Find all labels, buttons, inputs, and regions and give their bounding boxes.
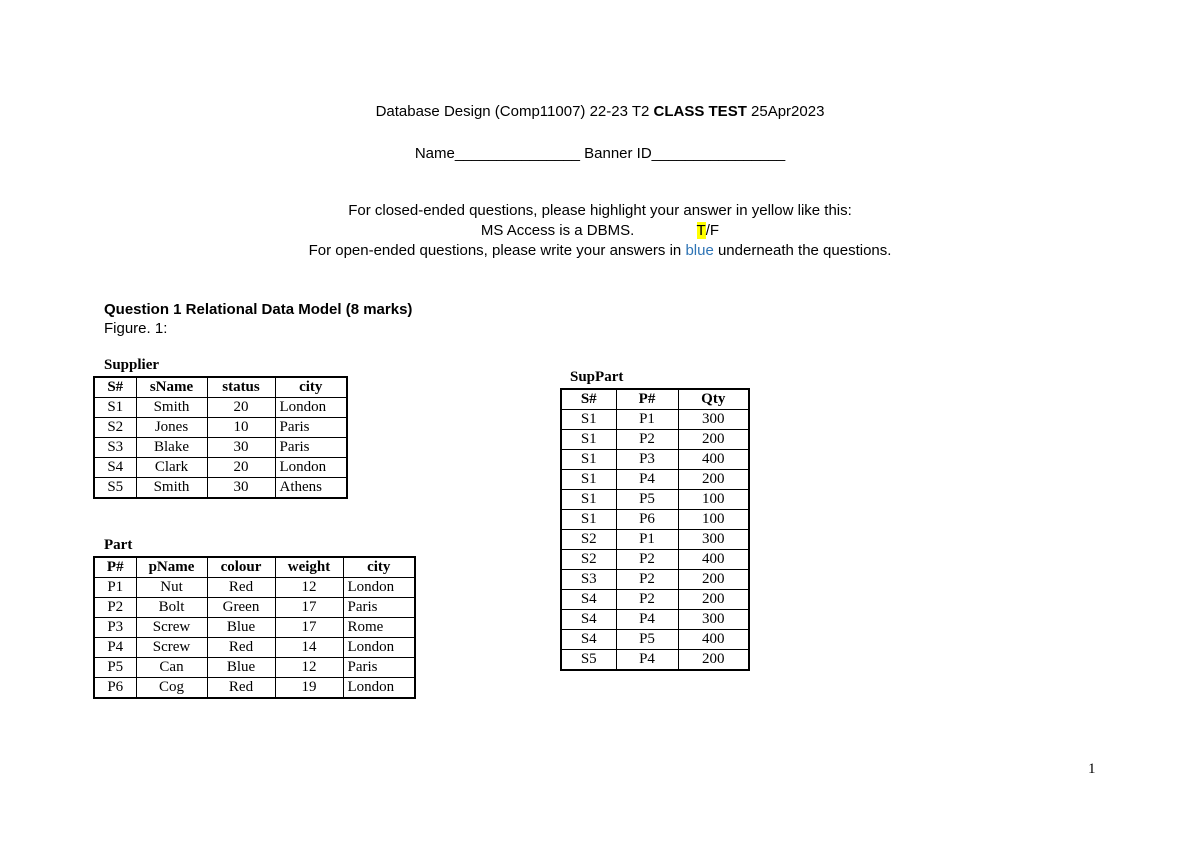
- column-header: sName: [136, 377, 207, 398]
- table-cell: P5: [616, 490, 678, 510]
- table-row: [561, 510, 749, 530]
- instruction-open: For open-ended questions, please write your answers in blue underneath the questions.: [308, 242, 892, 259]
- table-cell: London: [343, 638, 415, 658]
- table-cell: Can: [136, 658, 207, 678]
- table-cell: S3: [561, 570, 616, 590]
- suppart-table: [560, 388, 750, 671]
- table-cell: Paris: [275, 418, 347, 438]
- table-row: [561, 470, 749, 490]
- table-cell: 200: [678, 590, 749, 610]
- table-cell: Cog: [136, 678, 207, 699]
- page-number: 1: [1088, 761, 1096, 777]
- table-row: [561, 590, 749, 610]
- column-header: P#: [94, 557, 136, 578]
- table-cell: S2: [561, 550, 616, 570]
- table-cell: London: [275, 458, 347, 478]
- table-cell: Blue: [207, 658, 275, 678]
- table-cell: 400: [678, 450, 749, 470]
- table-cell: S1: [561, 470, 616, 490]
- part-table: [93, 556, 416, 699]
- table-row: [94, 398, 347, 418]
- table-cell: Athens: [275, 478, 347, 499]
- supplier-table: [93, 376, 348, 499]
- table-cell: Smith: [136, 398, 207, 418]
- table-cell: P4: [616, 470, 678, 490]
- question-title: Question 1 Relational Data Model (8 marks): [104, 301, 413, 318]
- table-row: [94, 638, 415, 658]
- table-cell: Paris: [343, 658, 415, 678]
- column-header: Qty: [678, 389, 749, 410]
- table-row: [561, 430, 749, 450]
- table-cell: P4: [94, 638, 136, 658]
- table-cell: 300: [678, 610, 749, 630]
- table-cell: 300: [678, 530, 749, 550]
- column-header: colour: [207, 557, 275, 578]
- table-row: [94, 438, 347, 458]
- table-cell: 200: [678, 430, 749, 450]
- table-row: [94, 678, 415, 699]
- column-header: S#: [561, 389, 616, 410]
- table-cell: P5: [94, 658, 136, 678]
- table-cell: 100: [678, 490, 749, 510]
- table-row: [561, 450, 749, 470]
- table-cell: Jones: [136, 418, 207, 438]
- column-header: city: [275, 377, 347, 398]
- table-cell: P2: [616, 550, 678, 570]
- table-row: [561, 630, 749, 650]
- table-cell: 200: [678, 650, 749, 671]
- table-cell: P1: [616, 410, 678, 430]
- table-row: [94, 418, 347, 438]
- table-cell: London: [343, 678, 415, 699]
- table-cell: P2: [616, 570, 678, 590]
- table-row: [561, 490, 749, 510]
- table-cell: 14: [275, 638, 343, 658]
- table-cell: Red: [207, 678, 275, 699]
- table-row: [94, 618, 415, 638]
- table-cell: 30: [207, 438, 275, 458]
- table-cell: Clark: [136, 458, 207, 478]
- table-cell: 100: [678, 510, 749, 530]
- column-header: city: [343, 557, 415, 578]
- table-row: [561, 610, 749, 630]
- table-row: [94, 598, 415, 618]
- table-cell: Rome: [343, 618, 415, 638]
- table-cell: S1: [94, 398, 136, 418]
- table-cell: Blue: [207, 618, 275, 638]
- table-cell: 20: [207, 458, 275, 478]
- table-cell: P4: [616, 650, 678, 671]
- table-cell: S5: [561, 650, 616, 671]
- instruction-closed: For closed-ended questions, please highlight your answer in yellow like this:: [348, 202, 852, 219]
- table-cell: London: [343, 578, 415, 598]
- table-cell: Paris: [343, 598, 415, 618]
- table-cell: P6: [94, 678, 136, 699]
- table-cell: Nut: [136, 578, 207, 598]
- column-header: P#: [616, 389, 678, 410]
- table-cell: Bolt: [136, 598, 207, 618]
- table-cell: P2: [616, 590, 678, 610]
- table-cell: S4: [561, 610, 616, 630]
- table-cell: Paris: [275, 438, 347, 458]
- table-cell: S3: [94, 438, 136, 458]
- table-cell: S4: [561, 590, 616, 610]
- table-cell: P2: [94, 598, 136, 618]
- table-header-row: [94, 557, 415, 578]
- table-row: [94, 478, 347, 499]
- table-cell: S4: [561, 630, 616, 650]
- table-row: [561, 650, 749, 671]
- table-cell: P2: [616, 430, 678, 450]
- table-row: [561, 410, 749, 430]
- table-cell: 200: [678, 470, 749, 490]
- table-row: [561, 530, 749, 550]
- table-header-row: [561, 389, 749, 410]
- table-cell: P3: [616, 450, 678, 470]
- table-cell: Red: [207, 578, 275, 598]
- table-cell: 12: [275, 658, 343, 678]
- column-header: S#: [94, 377, 136, 398]
- table-header-row: [94, 377, 347, 398]
- test-title: Database Design (Comp11007) 22-23 T2 CLASS TEST 25Apr2023: [375, 103, 825, 120]
- part-caption: Part: [104, 537, 133, 553]
- table-row: [94, 578, 415, 598]
- table-cell: S1: [561, 410, 616, 430]
- table-cell: 400: [678, 550, 749, 570]
- table-cell: S5: [94, 478, 136, 499]
- table-cell: P1: [616, 530, 678, 550]
- table-cell: S1: [561, 430, 616, 450]
- table-cell: Red: [207, 638, 275, 658]
- table-cell: S4: [94, 458, 136, 478]
- table-cell: S1: [561, 510, 616, 530]
- column-header: weight: [275, 557, 343, 578]
- table-cell: S2: [561, 530, 616, 550]
- table-row: [561, 570, 749, 590]
- supplier-caption: Supplier: [104, 357, 160, 373]
- table-row: [561, 550, 749, 570]
- table-row: [94, 458, 347, 478]
- table-cell: London: [275, 398, 347, 418]
- table-row: [94, 658, 415, 678]
- table-cell: S2: [94, 418, 136, 438]
- table-cell: Smith: [136, 478, 207, 499]
- table-cell: 17: [275, 598, 343, 618]
- table-cell: Green: [207, 598, 275, 618]
- table-cell: Screw: [136, 618, 207, 638]
- table-cell: 400: [678, 630, 749, 650]
- table-cell: 200: [678, 570, 749, 590]
- table-cell: P6: [616, 510, 678, 530]
- table-cell: S1: [561, 490, 616, 510]
- table-cell: 17: [275, 618, 343, 638]
- table-cell: 30: [207, 478, 275, 499]
- table-cell: P5: [616, 630, 678, 650]
- column-header: pName: [136, 557, 207, 578]
- table-cell: 300: [678, 410, 749, 430]
- table-cell: 10: [207, 418, 275, 438]
- table-cell: P4: [616, 610, 678, 630]
- table-cell: 20: [207, 398, 275, 418]
- table-cell: S1: [561, 450, 616, 470]
- highlighted-answer: T: [696, 222, 706, 239]
- table-cell: 12: [275, 578, 343, 598]
- table-cell: P1: [94, 578, 136, 598]
- name-banner-line: Name_______________ Banner ID________________: [414, 145, 786, 162]
- table-cell: P3: [94, 618, 136, 638]
- figure-label: Figure. 1:: [104, 320, 168, 337]
- table-cell: 19: [275, 678, 343, 699]
- example-question: MS Access is a DBMS. T/F: [480, 222, 720, 239]
- table-cell: Blake: [136, 438, 207, 458]
- suppart-caption: SupPart: [570, 369, 624, 385]
- column-header: status: [207, 377, 275, 398]
- table-cell: Screw: [136, 638, 207, 658]
